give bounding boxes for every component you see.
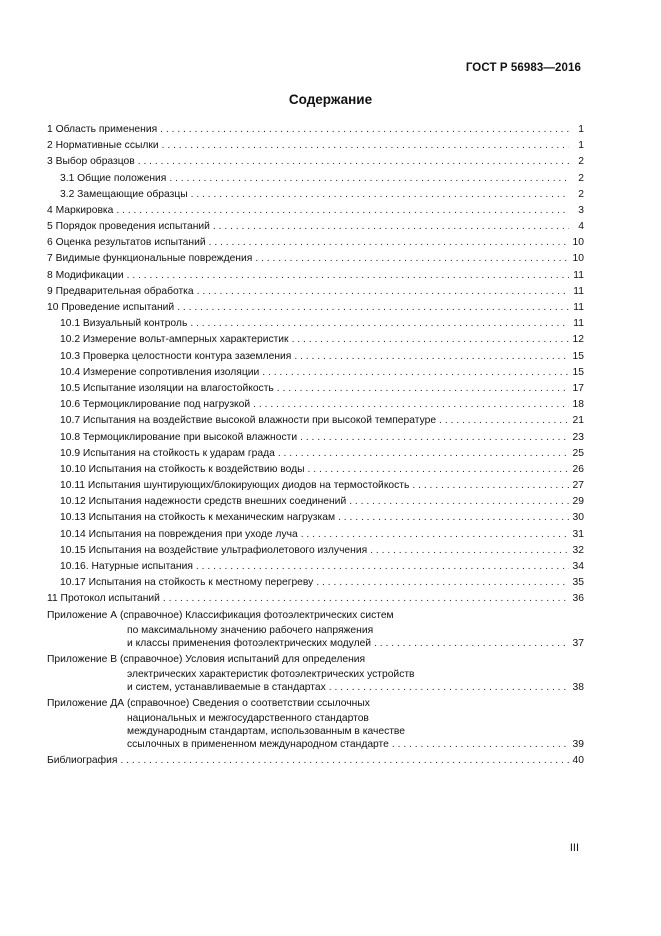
toc-entry[interactable] <box>47 575 584 591</box>
toc-entry[interactable] <box>47 187 584 203</box>
toc-entry-title: 10.15 Испытания на воздействие ультрафиолетового излучения <box>60 544 368 556</box>
toc-entry[interactable] <box>47 559 584 575</box>
dot-leader <box>277 381 569 397</box>
toc-page-number: 2 <box>578 172 584 184</box>
standard-designation: ГОСТ Р 56983—2016 <box>465 62 581 74</box>
toc-entry[interactable] <box>47 122 584 138</box>
toc-entry-title: 11 Протокол испытаний <box>47 593 160 605</box>
dot-leader <box>370 543 569 559</box>
toc-entry-title: 5 Порядок проведения испытаний <box>47 221 210 233</box>
dot-leader <box>262 365 569 381</box>
toc-entry-title: 10.2 Измерение вольт-амперных характеристик <box>60 334 289 346</box>
dot-leader <box>374 637 569 651</box>
toc-entry-title: Библиография <box>47 754 118 766</box>
toc-entry-title: 2 Нормативные ссылки <box>47 140 159 152</box>
toc-page-number: 38 <box>572 681 584 693</box>
toc-entry-title: 3.2 Замещающие образцы <box>60 188 188 200</box>
dot-leader <box>162 138 569 154</box>
page-title: Содержание <box>288 92 373 107</box>
toc-entry-title: 7 Видимые функциональные повреждения <box>47 253 253 265</box>
toc-entry[interactable] <box>47 203 584 219</box>
appendix-title-line: Приложение В (справочное) Условия испытаний для определения <box>47 653 366 665</box>
toc-entry-title: 10.16. Натурные испытания <box>60 561 193 573</box>
dot-leader <box>191 187 569 203</box>
appendix-title-line: национальных и межгосударственного стандартов <box>127 712 369 724</box>
toc-entry-title: 10.7 Испытания на воздействие высокой влажности при высокой температуре <box>60 415 437 427</box>
toc-entry[interactable] <box>47 284 584 300</box>
toc-page-number: 39 <box>572 738 584 750</box>
appendix-title-line: Приложение А (справочное) Классификация фотоэлектрических систем <box>47 609 394 621</box>
appendix-title-line: международным стандартам, использованным в качестве <box>127 725 406 737</box>
toc-entry[interactable] <box>47 365 584 381</box>
toc-entry[interactable] <box>47 154 584 170</box>
appendix-title-line: электрических характеристик фотоэлектрических устройств <box>127 668 415 680</box>
toc-entry-title: ссылочных в примененном международном стандарте <box>127 738 389 750</box>
toc-entry-title: 6 Оценка результатов испытаний <box>47 237 206 249</box>
toc-page-number: 17 <box>572 382 584 394</box>
dot-leader <box>116 203 569 219</box>
dot-leader <box>253 397 569 413</box>
dot-leader <box>213 219 569 235</box>
toc-appendix-entry[interactable] <box>47 652 584 695</box>
toc-page-number: 18 <box>572 399 584 411</box>
appendix-title-line: Приложение ДА (справочное) Сведения о соответствии ссылочных <box>47 697 370 709</box>
dot-leader <box>138 154 569 170</box>
toc-entry[interactable] <box>47 591 584 607</box>
toc-entry[interactable] <box>47 381 584 397</box>
toc-entry[interactable] <box>47 138 584 154</box>
toc-entry-title: 1 Область применения <box>47 123 158 135</box>
dot-leader <box>190 316 569 332</box>
dot-leader <box>292 332 569 348</box>
dot-leader <box>163 591 569 607</box>
toc-appendix-entry[interactable] <box>47 696 584 752</box>
dot-leader <box>160 122 569 138</box>
toc-entry[interactable] <box>47 219 584 235</box>
dot-leader <box>294 349 569 365</box>
toc-entry-title: 10.13 Испытания на стойкость к механическим нагрузкам <box>60 512 336 524</box>
dot-leader <box>127 268 569 284</box>
dot-leader <box>349 494 569 510</box>
dot-leader <box>197 284 569 300</box>
appendix-last-line <box>47 681 584 695</box>
appendix-title-line: по максимальному значению рабочего напряжения <box>127 624 374 636</box>
toc-entry-title: 3 Выбор образцов <box>47 156 135 168</box>
dot-leader <box>439 413 569 429</box>
dot-leader <box>255 251 569 267</box>
toc-entry-title: 3.1 Общие положения <box>60 172 167 184</box>
toc-page-number: 2 <box>578 188 584 200</box>
toc-entry-title: 10.9 Испытания на стойкость к ударам града <box>60 447 275 459</box>
table-of-contents <box>47 122 584 769</box>
dot-leader <box>209 235 569 251</box>
toc-entry[interactable] <box>47 543 584 559</box>
toc-entry-title: 8 Модификации <box>47 269 124 281</box>
toc-entry[interactable] <box>47 494 584 510</box>
toc-page-number: 1 <box>578 140 584 152</box>
toc-page-number: 11 <box>573 285 584 297</box>
toc-page-number: 11 <box>573 269 584 281</box>
toc-entry[interactable] <box>47 478 584 494</box>
dot-leader <box>301 527 569 543</box>
toc-page-number: 32 <box>572 544 584 556</box>
toc-page-number: 36 <box>572 593 584 605</box>
toc-entry[interactable] <box>47 332 584 348</box>
toc-entry-title: 10 Проведение испытаний <box>47 302 175 314</box>
toc-page-number: 26 <box>572 463 584 475</box>
toc-entry-title: 10.8 Термоциклирование при высокой влажности <box>60 431 298 443</box>
toc-entry-title: 10.17 Испытания на стойкость к местному перегреву <box>60 577 314 589</box>
toc-appendix-entry[interactable] <box>47 608 584 651</box>
toc-entry-title: 4 Маркировка <box>47 204 114 216</box>
toc-entry[interactable] <box>47 430 584 446</box>
toc-entry-title: 10.14 Испытания на повреждения при уходе луча <box>60 528 298 540</box>
dot-leader <box>338 510 569 526</box>
toc-entry-title: 10.4 Измерение сопротивления изоляции <box>60 366 260 378</box>
toc-page-number: 10 <box>572 237 584 249</box>
dot-leader <box>412 478 569 494</box>
toc-page-number: 30 <box>572 512 584 524</box>
toc-entry[interactable] <box>47 252 584 268</box>
toc-entry[interactable] <box>47 413 584 429</box>
toc-page-number: 23 <box>572 431 584 443</box>
toc-page-number: 12 <box>572 334 584 346</box>
toc-page-number: 2 <box>578 156 584 168</box>
toc-entry-title: 9 Предварительная обработка <box>47 285 194 297</box>
toc-entry[interactable] <box>47 268 584 284</box>
toc-page-number: 10 <box>572 253 584 265</box>
toc-entry[interactable] <box>47 511 584 527</box>
toc-page-number: 15 <box>572 350 584 362</box>
appendix-last-line <box>47 637 584 651</box>
toc-entry-title: 10.10 Испытания на стойкость к воздействию воды <box>60 463 305 475</box>
toc-entry[interactable] <box>47 235 584 251</box>
toc-page-number: 4 <box>578 221 584 233</box>
dot-leader <box>278 446 569 462</box>
toc-entry-title: и классы применения фотоэлектрических модулей <box>127 637 372 649</box>
toc-page-number: 27 <box>572 480 584 492</box>
toc-page-number: 11 <box>573 318 584 330</box>
toc-page-number: 34 <box>572 561 584 573</box>
toc-page-number: 21 <box>572 415 584 427</box>
toc-page-number: 40 <box>572 754 584 766</box>
toc-page-number: 25 <box>572 447 584 459</box>
dot-leader <box>316 575 569 591</box>
toc-entry-title: 10.6 Термоциклирование под нагрузкой <box>60 399 251 411</box>
toc-entry-title: 10.3 Проверка целостности контура заземления <box>60 350 292 362</box>
toc-entry[interactable] <box>47 462 584 478</box>
toc-page-number: 11 <box>573 302 584 314</box>
dot-leader <box>329 681 569 695</box>
toc-page-number: 37 <box>572 637 584 649</box>
dot-leader <box>300 430 569 446</box>
toc-entry-title: 10.11 Испытания шунтирующих/блокирующих диодов на термостойкость <box>60 480 410 492</box>
toc-entry[interactable] <box>47 397 584 413</box>
dot-leader <box>120 753 569 769</box>
appendix-last-line <box>47 738 584 752</box>
page-number: III <box>569 842 579 854</box>
toc-entry[interactable] <box>47 300 584 316</box>
toc-page-number: 15 <box>572 366 584 378</box>
toc-entry-title: 10.12 Испытания надежности средств внешних соединений <box>60 496 347 508</box>
toc-entry-title: 10.1 Визуальный контроль <box>60 318 188 330</box>
toc-page-number: 35 <box>572 577 584 589</box>
toc-entry[interactable] <box>47 171 584 187</box>
toc-entry-title: 10.5 Испытание изоляции на влагостойкость <box>60 382 274 394</box>
dot-leader <box>177 300 569 316</box>
dot-leader <box>196 559 569 575</box>
dot-leader <box>169 171 569 187</box>
dot-leader <box>308 462 569 478</box>
dot-leader <box>392 738 569 752</box>
toc-entry[interactable] <box>47 316 584 332</box>
toc-page-number: 3 <box>578 204 584 216</box>
toc-entry[interactable] <box>47 527 584 543</box>
toc-page-number: 31 <box>572 528 584 540</box>
toc-page-number: 1 <box>578 123 584 135</box>
toc-entry[interactable] <box>47 446 584 462</box>
toc-entry-bibliography[interactable] <box>47 753 584 769</box>
toc-entry[interactable] <box>47 349 584 365</box>
toc-page-number: 29 <box>572 496 584 508</box>
toc-entry-title: и систем, устанавливаемые в стандартах <box>127 681 326 693</box>
